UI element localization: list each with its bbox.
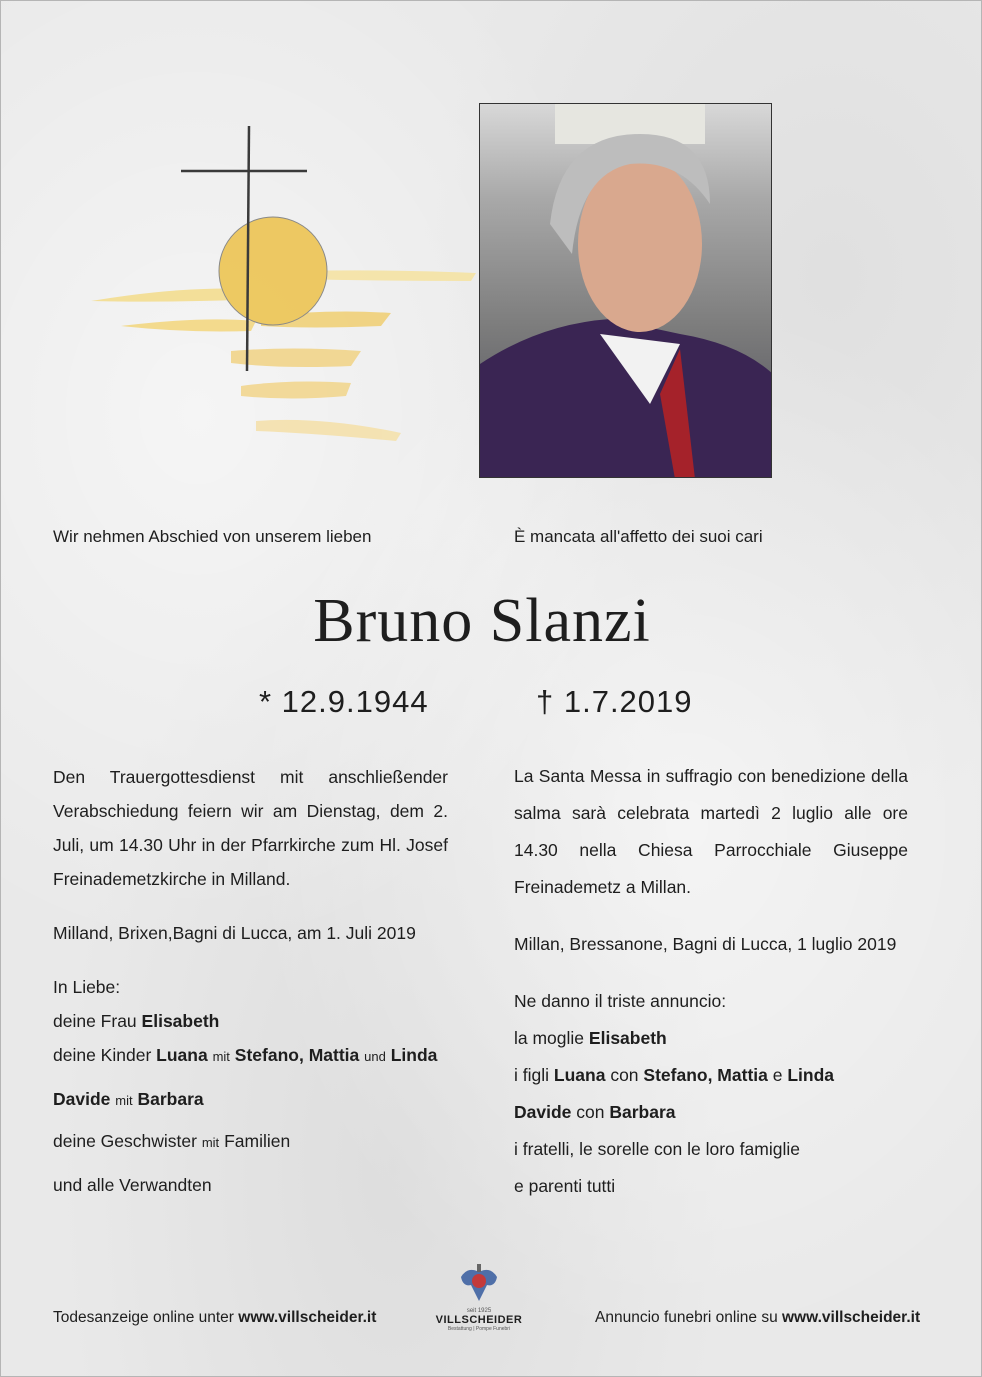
deceased-photo [479, 103, 772, 478]
place-date-de: Milland, Brixen,Bagni di Lucca, am 1. Juli 2019 [53, 923, 416, 943]
coat-of-arms-icon [457, 1263, 501, 1303]
death-date: † 1.7.2019 [536, 684, 693, 719]
villscheider-logo: seit 1925 VILLSCHEIDER Bestattung | Pompe Funebri [421, 1263, 537, 1332]
cross-sun-illustration [61, 121, 481, 451]
deceased-name: Bruno Slanzi [313, 587, 651, 655]
mourner-line: i fratelli, le sorelle con le loro famiglie [514, 1139, 800, 1159]
mourner-line: la moglie Elisabeth [514, 1028, 667, 1048]
intro-it: È mancata all'affetto dei suoi cari [514, 527, 763, 546]
website-link[interactable]: www.villscheider.it [782, 1309, 921, 1326]
mourner-line: und alle Verwandten [53, 1175, 212, 1195]
mourner-line: deine Geschwister mit Familien [53, 1131, 291, 1151]
german-column [53, 760, 448, 1202]
birth-date: * 12.9.1944 [259, 684, 429, 719]
intro-de: Wir nehmen Abschied von unserem lieben [53, 527, 372, 546]
mourner-line: i figli Luana con Stefano, Mattia e Linda [514, 1065, 835, 1085]
mourner-line: Davide mit Barbara [53, 1089, 204, 1109]
service-it: La Santa Messa in suffragio con benedizione della salma sarà celebrata martedì 2 luglio alle ore 14.30 nella Chiesa Parrocchiale Giuseppe Freinademetz a Millan. [514, 766, 908, 897]
mourner-line: Davide con Barbara [514, 1102, 676, 1122]
mourner-line: deine Frau Elisabeth [53, 1011, 220, 1031]
announce: Ne danno il triste annuncio: [514, 991, 727, 1011]
mourner-line: e parenti tutti [514, 1176, 616, 1196]
footer-de: Todesanzeige online unter www.villscheider.it [53, 1309, 377, 1326]
website-link[interactable]: www.villscheider.it [238, 1309, 377, 1326]
mourner-line: deine Kinder Luana mit Stefano, Mattia und Linda [53, 1045, 438, 1065]
in-love: In Liebe: [53, 977, 121, 997]
footer-it: Annuncio funebri online su www.villscheider.it [595, 1309, 921, 1326]
italian-column [514, 758, 908, 1205]
service-de: Den Trauergottesdienst mit anschließender Verabschiedung feiern wir am Dienstag, dem 2. Juli, um 14.30 Uhr in der Pfarrkirche zum Hl. Josef Freinademetzkirche in Milland. [53, 767, 448, 889]
place-date-it: Millan, Bressanone, Bagni di Lucca, 1 luglio 2019 [514, 934, 897, 954]
